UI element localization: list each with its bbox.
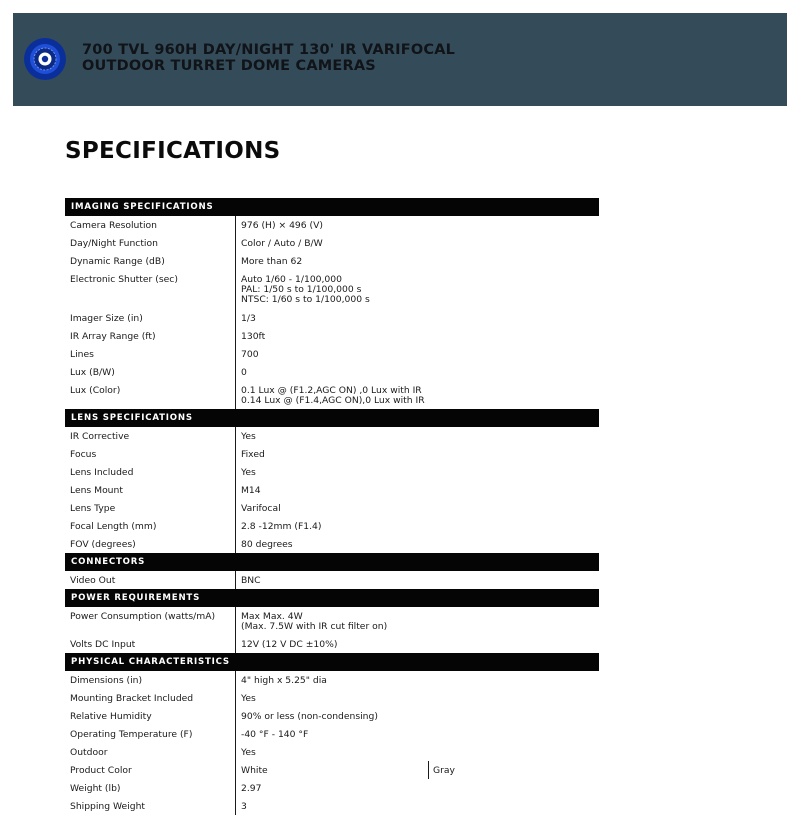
row-label: Lux (B/W) <box>65 363 236 381</box>
row-label: Mounting Bracket Included <box>65 689 236 707</box>
table-row <box>65 445 599 463</box>
row-label: Weight (lb) <box>65 779 236 797</box>
row-value: 1/3 <box>241 313 256 324</box>
table-row <box>65 309 599 327</box>
row-value: Color / Auto / B/W <box>241 238 323 249</box>
row-label: Outdoor <box>65 743 236 761</box>
row-value: BNC <box>241 575 261 586</box>
table-row <box>65 427 599 445</box>
table-row <box>65 517 599 535</box>
row-value: Max Max. 4W (Max. 7.5W with IR cut filter on) <box>241 611 388 632</box>
row-label: Lens Mount <box>65 481 236 499</box>
row-value: 3 <box>241 801 247 812</box>
table-row <box>65 499 599 517</box>
row-label: IR Corrective <box>65 427 236 445</box>
section-header-power: POWER REQUIREMENTS <box>65 589 599 607</box>
table-row <box>65 689 599 707</box>
row-value: 130ft <box>241 331 266 342</box>
row-value: 0 <box>241 367 247 378</box>
title-line-2: OUTDOOR TURRET DOME CAMERAS <box>82 58 376 74</box>
row-label: Lux (Color) <box>65 381 236 409</box>
row-value: 976 (H) × 496 (V) <box>241 220 323 231</box>
table-row <box>65 463 599 481</box>
table-row <box>65 607 599 635</box>
row-value: M14 <box>241 485 261 496</box>
row-label: Lens Type <box>65 499 236 517</box>
row-value: 4" high x 5.25" dia <box>241 675 327 686</box>
specifications-table <box>65 198 599 815</box>
row-label: IR Array Range (ft) <box>65 327 236 345</box>
row-label: Product Color <box>65 761 236 779</box>
table-row <box>65 779 599 797</box>
section-header-imaging: IMAGING SPECIFICATIONS <box>65 198 599 216</box>
row-value-alt: Gray <box>428 761 603 779</box>
row-label: Shipping Weight <box>65 797 236 815</box>
row-value: 0.1 Lux @ (F1.2,AGC ON) ,0 Lux with IR 0.14 Lux @ (F1.4,AGC ON),0 Lux with IR <box>241 385 425 406</box>
row-value: Auto 1/60 - 1/100,000 PAL: 1/50 s to 1/100,000 s NTSC: 1/60 s to 1/100,000 s <box>241 274 370 305</box>
row-label: Dynamic Range (dB) <box>65 252 236 270</box>
row-label: Day/Night Function <box>65 234 236 252</box>
table-row <box>65 761 599 779</box>
table-row <box>65 535 599 553</box>
row-value: -40 °F - 140 °F <box>241 729 309 740</box>
table-row <box>65 571 599 589</box>
table-row <box>65 363 599 381</box>
row-value: Yes <box>241 693 256 704</box>
lens-logo-icon <box>24 38 66 80</box>
row-label: FOV (degrees) <box>65 535 236 553</box>
section-header-physical: PHYSICAL CHARACTERISTICS <box>65 653 599 671</box>
section-header-lens: LENS SPECIFICATIONS <box>65 409 599 427</box>
row-value: White <box>241 765 268 776</box>
row-label: Lens Included <box>65 463 236 481</box>
page-title: SPECIFICATIONS <box>65 138 281 164</box>
row-value: Yes <box>241 431 256 442</box>
table-row <box>65 725 599 743</box>
row-label: Operating Temperature (F) <box>65 725 236 743</box>
header-banner <box>13 13 787 106</box>
row-label: Power Consumption (watts/mA) <box>65 607 236 635</box>
row-value: Yes <box>241 747 256 758</box>
table-row <box>65 345 599 363</box>
row-value: Varifocal <box>241 503 281 514</box>
table-row <box>65 707 599 725</box>
row-label: Focus <box>65 445 236 463</box>
table-row <box>65 743 599 761</box>
table-row <box>65 635 599 653</box>
row-label: Video Out <box>65 571 236 589</box>
table-row <box>65 481 599 499</box>
row-label: Relative Humidity <box>65 707 236 725</box>
row-value: 12V (12 V DC ±10%) <box>241 639 338 650</box>
row-value: 2.8 -12mm (F1.4) <box>241 521 322 532</box>
table-row <box>65 216 599 234</box>
row-value: 2.97 <box>241 783 262 794</box>
title-line-1: 700 TVL 960H DAY/NIGHT 130' IR VARIFOCAL <box>82 42 456 58</box>
row-label: Camera Resolution <box>65 216 236 234</box>
row-value: Yes <box>241 467 256 478</box>
row-label: Electronic Shutter (sec) <box>65 270 236 309</box>
row-label: Lines <box>65 345 236 363</box>
row-label: Dimensions (in) <box>65 671 236 689</box>
table-row <box>65 234 599 252</box>
row-value: More than 62 <box>241 256 303 267</box>
table-row <box>65 270 599 309</box>
row-value: Fixed <box>241 449 265 460</box>
table-row <box>65 381 599 409</box>
row-value: 700 <box>241 349 259 360</box>
row-label: Volts DC Input <box>65 635 236 653</box>
table-row <box>65 252 599 270</box>
row-label: Focal Length (mm) <box>65 517 236 535</box>
row-value: 90% or less (non-condensing) <box>241 711 378 722</box>
table-row <box>65 327 599 345</box>
section-header-connectors: CONNECTORS <box>65 553 599 571</box>
table-row <box>65 671 599 689</box>
document-title <box>82 42 455 74</box>
row-label: Imager Size (in) <box>65 309 236 327</box>
table-row <box>65 797 599 815</box>
row-value: 80 degrees <box>241 539 293 550</box>
